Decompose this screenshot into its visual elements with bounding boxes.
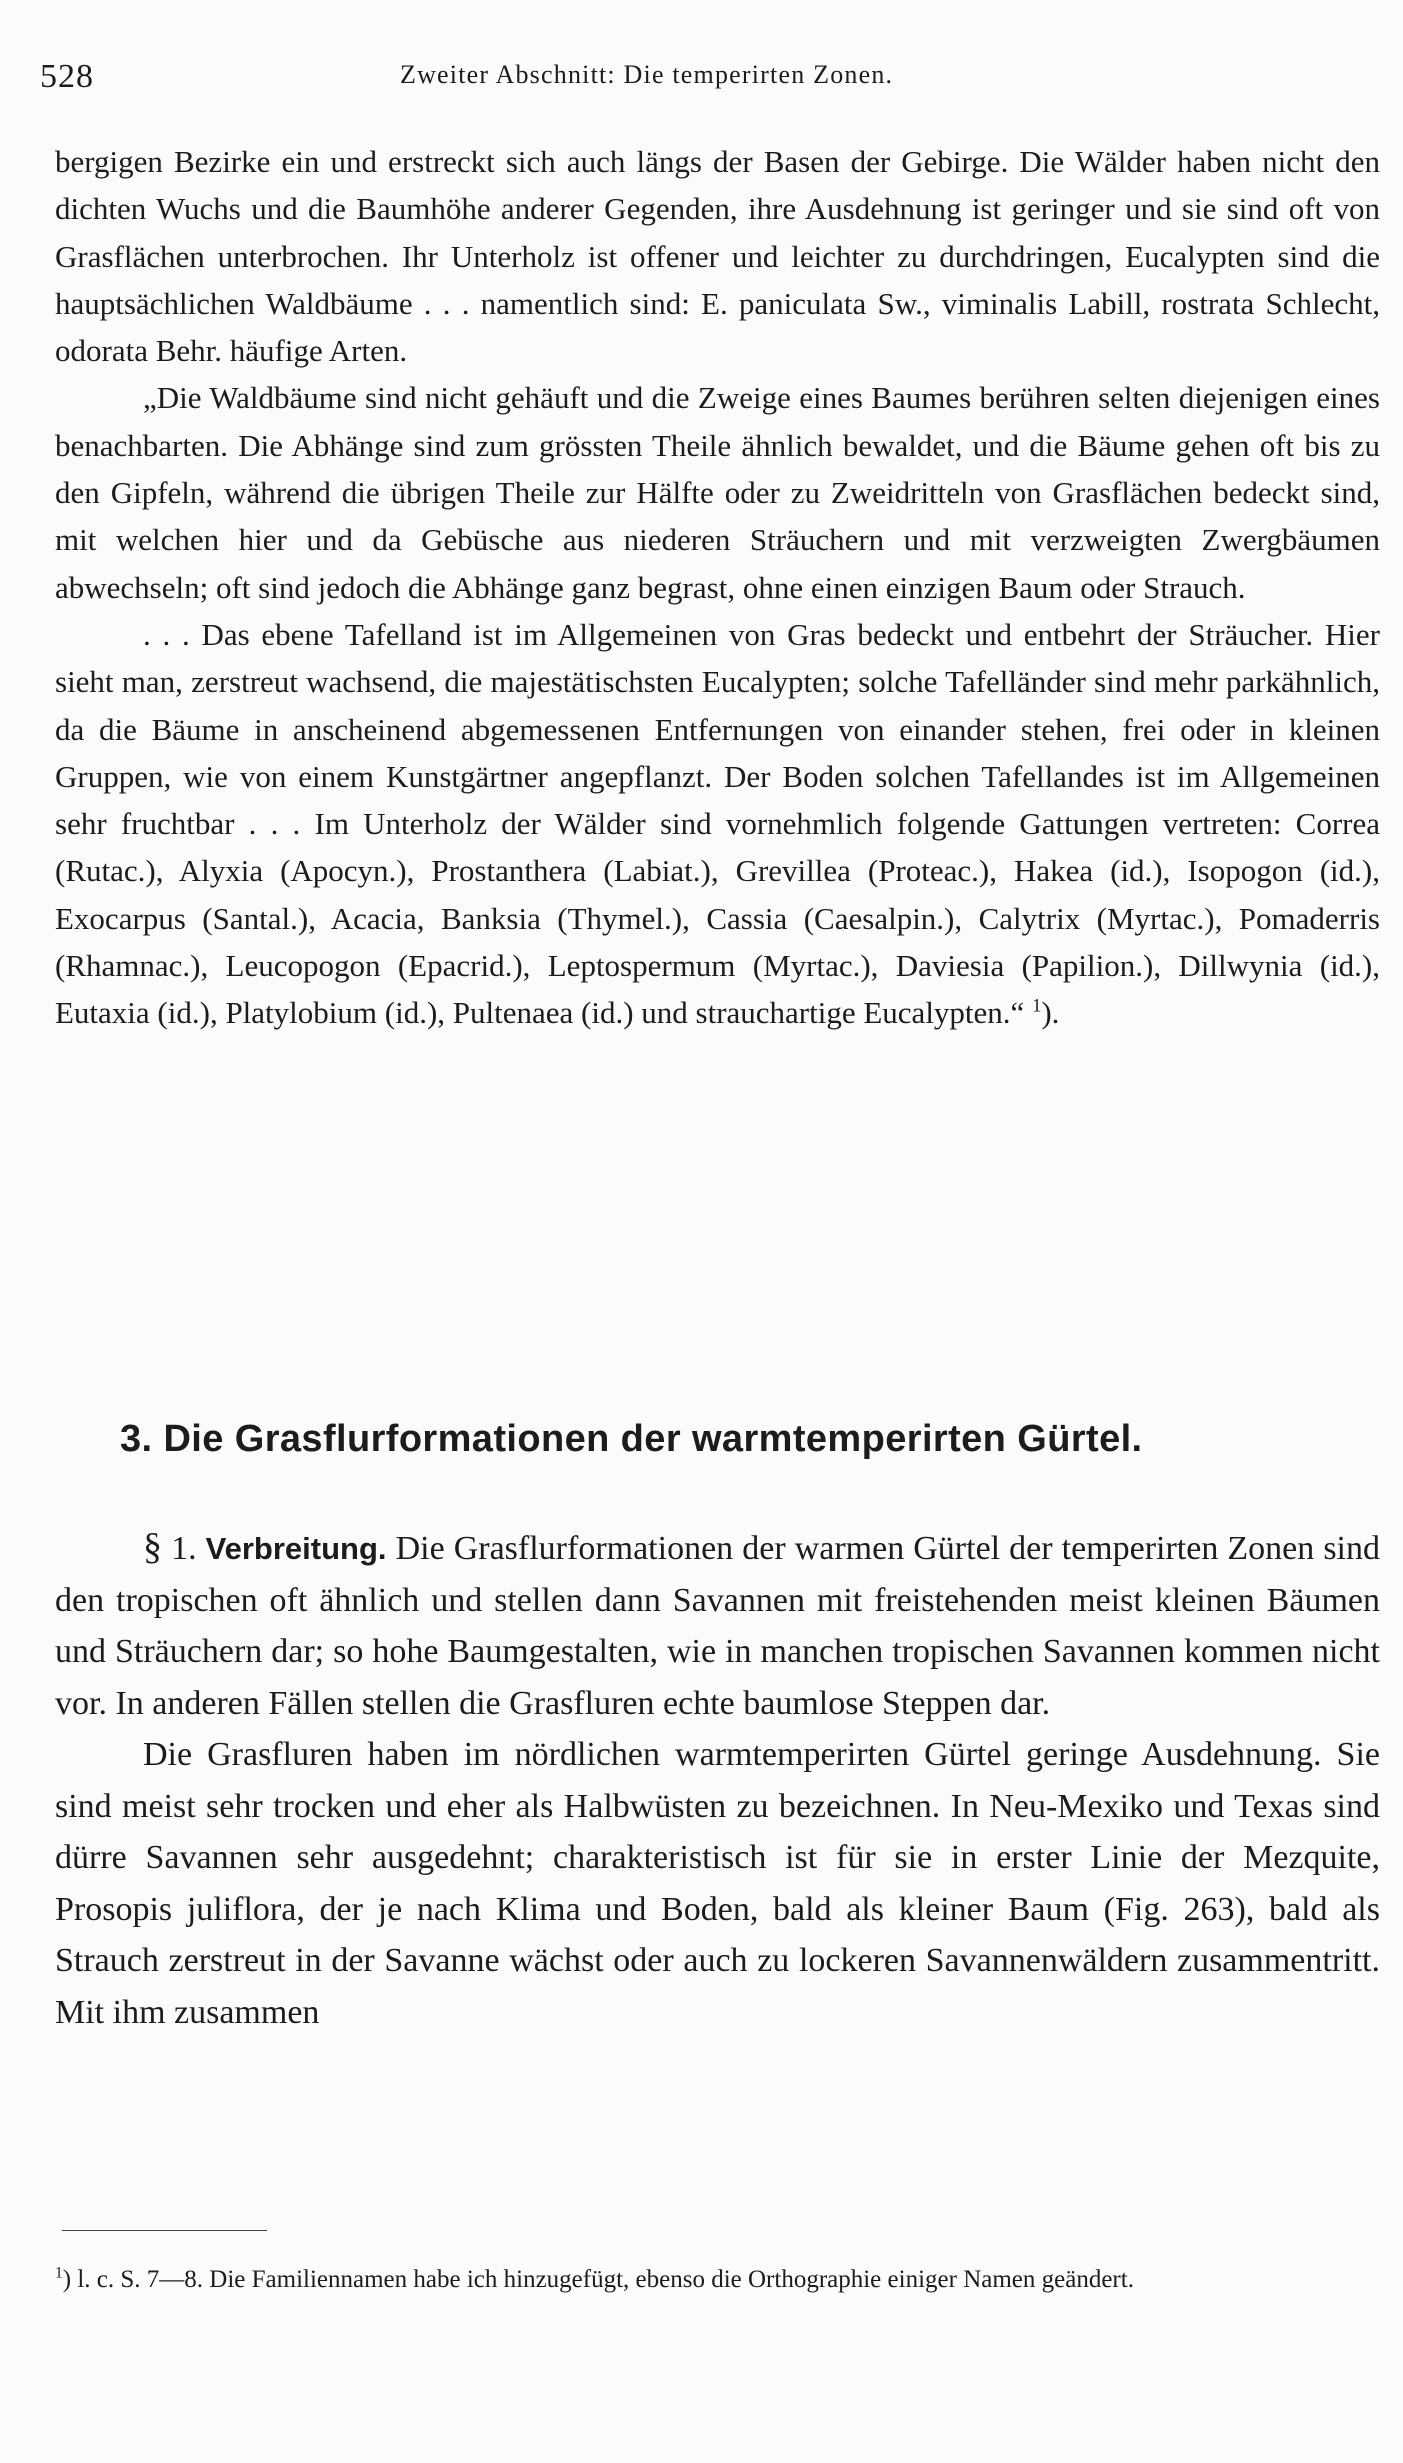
footnote-mark: 1 <box>55 2264 63 2282</box>
footnote-reference: 1 <box>1032 996 1042 1018</box>
running-head: Zweiter Abschnitt: Die temperirten Zonen. <box>400 60 894 89</box>
footnote-text: ) l. c. S. 7—8. Die Familiennamen habe ich hinzugefügt, ebenso die Orthographie einiger Namen geändert. <box>62 2266 1134 2293</box>
paragraph <box>55 1522 1380 1729</box>
subheading: Verbreitung. <box>205 1531 387 1566</box>
paragraph-end: ). <box>1041 995 1060 1031</box>
section-body <box>55 1522 1380 2038</box>
paragraph-number: 1. <box>171 1530 197 1567</box>
paragraph-text: Die Grasflurformationen der warmen Gürtel der temperirten Zonen sind den tropischen oft ähnlich und stellen dann Savannen mit freistehenden meist kleinen Bäumen und Sträuchern dar; so hohe Baumgestalten, wie in manchen tropischen Savannen kommen nicht vor. In anderen Fällen stellen die Grasfluren echte baumlose Steppen dar. <box>55 1530 1381 1722</box>
quoted-text-block <box>55 138 1380 1037</box>
paragraph-text: . . . Das ebene Tafelland ist im Allgemeinen von Gras bedeckt und entbehrt der Sträucher. Hier sieht man, zerstreut wachsend, die majestätischsten Eucalypten; solche Tafelländer sind mehr parkähnlich, da die Bäume in anscheinend abgemessenen Entfernungen von einander stehen, frei oder in kleinen Gruppen, wie von einem Kunstgärtner angepflanzt. Der Boden solchen Tafellandes ist im Allgemeinen sehr fruchtbar . . . Im Unterholz der Wälder sind vornehmlich folgende Gattungen vertreten: Correa (Rutac.), Alyxia (Apocyn.), Prostanthera (Labiat.), Grevillea (Proteac.), Hakea (id.), Isopogon (id.), Exocarpus (Santal.), Acacia, Banksia (Thymel.), Cassia (Caesalpin.), Calytrix (Myrtac.), Pomaderris (Rhamnac.), Leucopogon (Epacrid.), Leptospermum (Myrtac.), Daviesia (Papilion.), Dillwynia (id.), Eutaxia (id.), Platylobium (id.), Pultenaea (id.) und strauchartige Eucalypten.“ <box>55 616 1380 1031</box>
page-number: 528 <box>40 58 94 95</box>
paragraph-symbol: § <box>143 1526 162 1568</box>
section-heading: 3. Die Grasflurformationen der warmtemperirten Gürtel. <box>120 1418 1143 1460</box>
paragraph: bergigen Bezirke ein und erstreckt sich auch längs der Basen der Gebirge. Die Wälder haben nicht den dichten Wuchs und die Baumhöhe anderer Gegenden, ihre Ausdehnung ist geringer und sie sind oft von Grasflächen unterbrochen. Ihr Unterholz ist offener und leichter zu durchdringen, Eucalypten sind die hauptsächlichen Waldbäume . . . namentlich sind: E. paniculata Sw., viminalis Labill, rostrata Schlecht, odorata Behr. häufige Arten. <box>55 144 1380 369</box>
paragraph <box>55 611 1380 1037</box>
page-header <box>40 58 1363 98</box>
footnote-divider <box>62 2230 267 2231</box>
paragraph: „Die Waldbäume sind nicht gehäuft und die Zweige eines Baumes berühren selten diejenigen eines benachbarten. Die Abhänge sind zum grössten Theile ähnlich bewaldet, und die Bäume gehen oft bis zu den Gipfeln, während die übrigen Theile zur Hälfte oder zu Zweidritteln von Grasflächen bedeckt sind, mit welchen hier und da Gebüsche aus niederen Sträuchern und mit verzweigten Zwergbäumen abwechseln; oft sind jedoch die Abhänge ganz begrast, ohne einen einzigen Baum oder Strauch. <box>55 380 1380 605</box>
paragraph: Die Grasfluren haben im nördlichen warmtemperirten Gürtel geringe Ausdehnung. Sie sind meist sehr trocken und eher als Halbwüsten zu bezeichnen. In Neu-Mexiko und Texas sind dürre Savannen sehr ausgedehnt; charakteristisch ist für sie in erster Linie der Mezquite, Prosopis juliflora, der je nach Klima und Boden, bald als kleiner Baum (Fig. 263), bald als Strauch zerstreut in der Savanne wächst oder auch zu lockeren Savannenwäldern zusammentritt. Mit ihm zusammen <box>55 1736 1380 2031</box>
footnote <box>55 2258 1380 2301</box>
